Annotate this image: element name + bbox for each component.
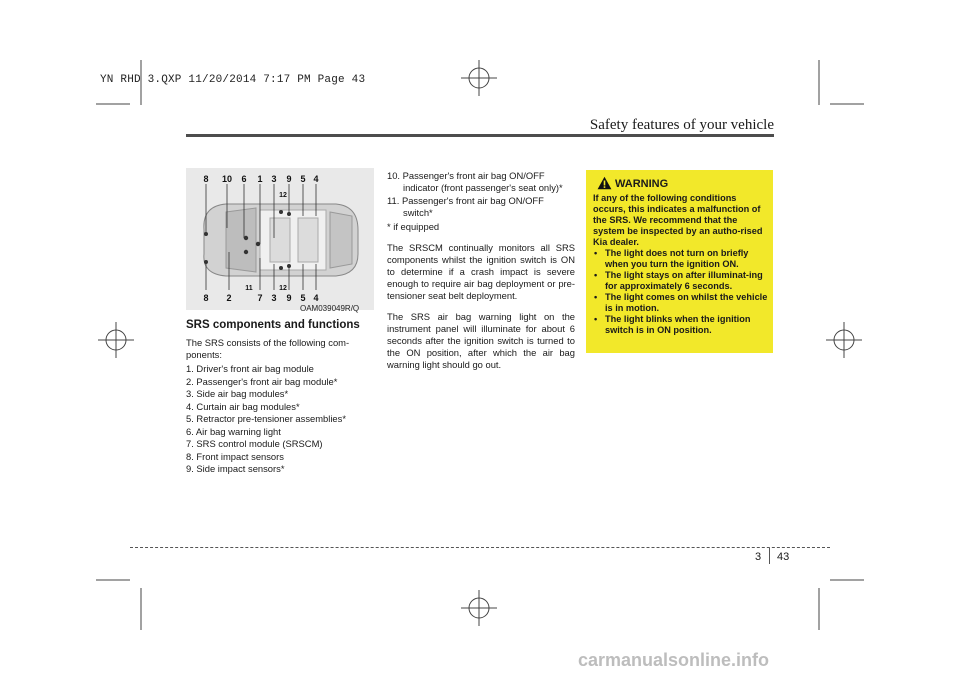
section-intro: The SRS consists of the following com-ponents: — [186, 337, 350, 360]
warning-triangle-icon — [597, 176, 612, 190]
list-item-lead: 10. Passenger's front air bag ON/OFF — [387, 170, 545, 181]
list-item: 6. Air bag warning light — [186, 425, 281, 437]
callout-label: 12 — [279, 192, 287, 199]
list-item: 5. Retractor pre-tensioner assemblies* — [186, 413, 346, 424]
list-item: 8. Front impact sensors — [186, 450, 284, 462]
page-number: 43 — [777, 551, 790, 563]
warning-box — [586, 170, 773, 353]
print-slug: YN RHD 3.QXP 11/20/2014 7:17 PM Page 43 — [100, 74, 366, 86]
callout-label: 7 — [257, 293, 263, 303]
list-item: 1. Driver's front air bag module — [186, 363, 314, 374]
callout-label: 5 — [300, 174, 306, 184]
list-item-continuation: switch* — [403, 207, 433, 218]
figure-code: OAM039049R/Q — [300, 304, 360, 313]
warning-intro: If any of the following conditions occurs, this indicates a malfunction of the SRS. We recommend that the system be inspected by an autho-rised Kia dealer. — [593, 193, 763, 247]
list-item: 9. Side impact sensors* — [186, 463, 285, 474]
warning-bullet: • The light comes on whilst the vehicle is in motion. — [593, 292, 768, 314]
callout-label: 8 — [203, 174, 209, 184]
paragraph: The SRS air bag warning light on the instrument panel will illuminate for about 6 seconds after the ignition switch is turned to the ON position, after which the air bag warning light should go out. — [387, 311, 575, 370]
list-item-continuation: indicator (front passenger's seat only)* — [403, 182, 563, 193]
header-rule — [186, 134, 774, 137]
chapter-number: 3 — [755, 551, 762, 563]
list-item — [387, 170, 575, 194]
registration-target-icon — [96, 320, 136, 360]
callout-label: 1 — [257, 174, 263, 184]
callout-label: 8 — [203, 293, 209, 303]
callout-label: 3 — [271, 293, 277, 303]
section-heading: SRS components and functions — [186, 319, 360, 331]
list-item-lead: 11. Passenger's front air bag ON/OFF — [387, 195, 544, 206]
callout-label: 9 — [286, 293, 292, 303]
callout-label: 4 — [313, 174, 319, 184]
section-header-title: Safety features of your vehicle — [589, 117, 774, 133]
callout-label: 10 — [221, 174, 233, 184]
registration-target-icon — [459, 588, 499, 628]
warning-list — [593, 248, 768, 336]
footer-rule — [130, 547, 830, 548]
callout-label: 2 — [226, 293, 232, 303]
registration-target-icon — [459, 58, 499, 98]
footnote: * if equipped — [387, 221, 440, 232]
warning-bullet: • The light blinks when the ignition switch is in ON position. — [593, 314, 768, 336]
components-list — [186, 363, 376, 476]
warning-body — [593, 193, 768, 336]
list-item: 2. Passenger's front air bag module* — [186, 375, 338, 387]
warning-bullet: • The light stays on after illuminat-ing for approximately 6 seconds. — [593, 270, 768, 292]
paragraph: The SRSCM continually monitors all SRS components whilst the ignition switch is ON to determine if a crash impact is severe enough to require air bag deployment or pre-tensioner seat belt deployment. — [387, 242, 575, 301]
callout-label: 4 — [313, 293, 319, 303]
site-watermark: carmanualsonline.info — [578, 650, 770, 670]
list-item: 4. Curtain air bag modules* — [186, 400, 300, 412]
second-column — [387, 170, 575, 380]
callout-label: 12 — [279, 285, 287, 292]
list-item: 7. SRS control module (SRSCM) — [186, 438, 323, 449]
srs-components-figure — [186, 168, 374, 310]
page-number-divider — [769, 548, 770, 564]
warning-bullet: • The light does not turn on briefly when you turn the ignition ON. — [593, 248, 768, 270]
callout-label: 9 — [286, 174, 292, 184]
warning-title: WARNING — [615, 178, 669, 190]
list-item: 3. Side air bag modules* — [186, 388, 289, 399]
callout-label: 5 — [300, 293, 306, 303]
callout-label: 3 — [271, 174, 277, 184]
list-item — [387, 195, 575, 219]
callout-label: 6 — [241, 174, 247, 184]
callout-label: 11 — [245, 285, 253, 292]
registration-target-icon — [824, 320, 864, 360]
